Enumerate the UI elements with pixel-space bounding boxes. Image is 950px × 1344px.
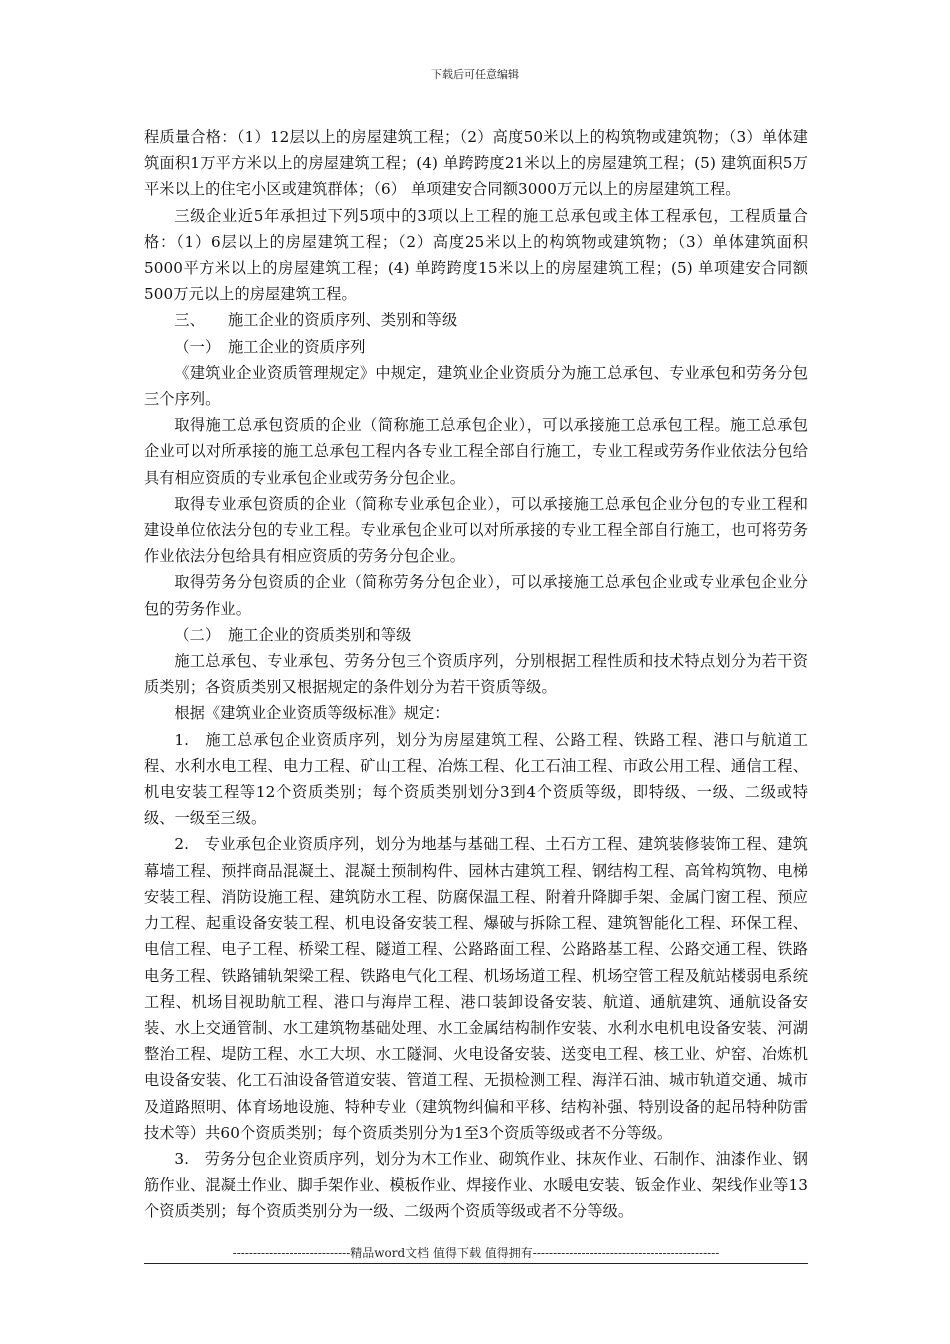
paragraph-regulation: 《建筑业企业资质管理规定》中规定，建筑业企业资质分为施工总承包、专业承包和劳务分包三个序列。: [144, 363, 808, 409]
subsection-heading-one: （一） 施工企业的资质序列: [174, 337, 366, 356]
paragraph-labor-subcontracting: 取得劳务分包资质的企业（简称劳务分包企业），可以承接施工总承包企业或专业承包企业分包的劳务作业。: [144, 573, 808, 618]
paragraph-grade-three: 三级企业近5年承担过下列5项中的3项以上工程的施工总承包或主体工程承包，工程质量合格：（1）6层以上的房屋建筑工程；（2）高度25米以上的构筑物或建筑物；（3）单体建筑面积5000平方米以上的房屋建筑工程；(4) 单跨跨度15米以上的房屋建筑工程；(5) 单项建安合同额500万元以上的房屋建筑工程。: [144, 206, 808, 304]
paragraph-continued: 程质量合格：（1）12层以上的房屋建筑工程；（2）高度50米以上的构筑物或建筑物；（3）单体建筑面积1万平方米以上的房屋建筑工程；(4) 单跨跨度21米以上的房屋建筑工程；(5) 建筑面积5万平米以上的住宅小区或建筑群体；（6） 单项建安合同额3000万元以上的房屋建筑工程。: [144, 128, 808, 199]
list-item-general: 1. 施工总承包企业资质序列，划分为房屋建筑工程、公路工程、铁路工程、港口与航道工程、水利水电工程、电力工程、矿山工程、冶炼工程、化工石油工程、市政公用工程、通信工程、机电安装工程等12个资质类别；每个资质类别划分3到4个资质等级，即特级、一级、二级或特级、一级至三级。: [144, 730, 808, 828]
paragraph-categories: 施工总承包、专业承包、劳务分包三个资质序列，分别根据工程性质和技术特点划分为若干资质类别；各资质类别又根据规定的条件划分为若干资质等级。: [144, 652, 808, 697]
page-header: 下载后可任意编辑: [431, 68, 519, 81]
list-item-labor: 3. 劳务分包企业资质序列，划分为木工作业、砌筑作业、抹灰作业、石制作、油漆作业、钢筋作业、混凝土作业、脚手架作业、模板作业、焊接作业、水暖电安装、钣金作业、架线作业等13个资质类别；每个资质类别分为一级、二级两个资质等级或者不分等级。: [144, 1149, 808, 1221]
paragraph-general-contracting: 取得施工总承包资质的企业（简称施工总承包企业），可以承接施工总承包工程。施工总承包企业可以对所承接的施工总承包工程内各专业工程全部自行施工，专业工程或劳务作业依法分包给具有相应资质的专业承包企业或劳务分包企业。: [144, 416, 808, 487]
footer-divider: [144, 1263, 808, 1264]
subsection-heading-two: （二） 施工企业的资质类别和等级: [174, 625, 412, 644]
document-body: [144, 124, 808, 1225]
page-footer: -----------------------------精品word文档 值得下载 值得拥有----------------------------------------------: [232, 1246, 720, 1260]
list-item-specialty: 2. 专业承包企业资质序列，划分为地基与基础工程、土石方工程、建筑装修装饰工程、建筑幕墙工程、预拌商品混凝土、混凝土预制构件、园林古建筑工程、钢结构工程、高耸构筑物、电梯安装工程、消防设施工程、建筑防水工程、防腐保温工程、附着升降脚手架、金属门窗工程、预应力工程、起重设备安装工程、机电设备安装工程、爆破与拆除工程、建筑智能化工程、环保工程、电信工程、电子工程、桥梁工程、隧道工程、公路路面工程、公路路基工程、公路交通工程、铁路电务工程、铁路铺轨架梁工程、铁路电气化工程、机场场道工程、机场空管工程及航站楼弱电系统工程、机场目视助航工程、港口与海岸工程、港口装卸设备安装、航道、通航建筑、通航设备安装、水上交通管制、水工建筑物基础处理、水工金属结构制作安装、水利水电机电设备安装、河湖整治工程、堤防工程、水工大坝、水工隧洞、火电设备安装、送变电工程、核工业、炉窑、冶炼机电设备安装、化工石油设备管道安装、管道工程、无损检测工程、海洋石油、城市轨道交通、城市及道路照明、体育场地设施、特种专业（建筑物纠偏和平移、结构补强、特别设备的起吊特种防雷技术等）共60个资质类别；每个资质类别分为1至3个资质等级或者不分等级。: [144, 835, 808, 1142]
section-heading-three: 三、 施工企业的资质序列、类别和等级: [174, 311, 458, 330]
paragraph-specialty-contracting: 取得专业承包资质的企业（简称专业承包企业），可以承接施工总承包企业分包的专业工程和建设单位依法分包的专业工程。专业承包企业可以对所承接的专业工程全部自行施工，也可将劳务作业依法分包给具有相应资质的劳务分包企业。: [144, 494, 808, 566]
paragraph-standard: 根据《建筑业企业资质等级标准》规定：: [174, 704, 450, 723]
